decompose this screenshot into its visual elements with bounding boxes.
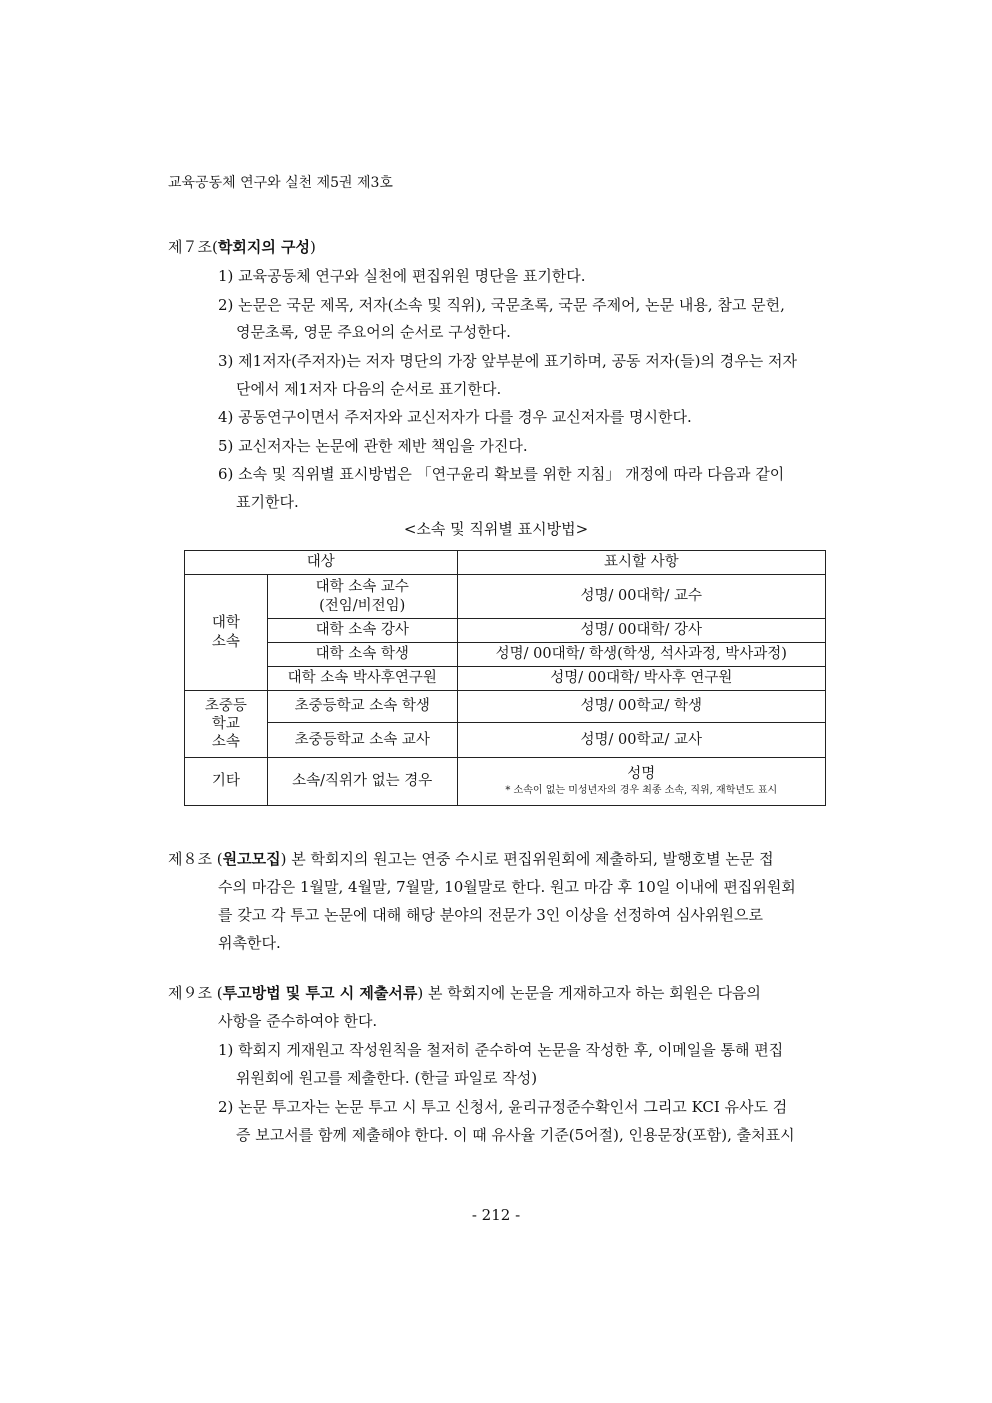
article-7-item-6-cont: 표기한다. xyxy=(236,493,299,511)
article-7-item-4: 4) 공동연구이면서 주저자와 교신저자가 다를 경우 교신저자를 명시한다. xyxy=(218,408,692,426)
article-7-item-5: 5) 교신저자는 논문에 관한 제반 책임을 가진다. xyxy=(218,437,528,455)
article-7-item-1: 1) 교육공동체 연구와 실천에 편집위원 명단을 표기한다. xyxy=(218,267,586,285)
target-university-professor: 대학 소속 교수 (전임/비전임) xyxy=(267,575,457,619)
display-no-affiliation-cell xyxy=(457,758,825,806)
display-school-student: 성명/ 00학교/ 학생 xyxy=(457,691,825,723)
article-9-item-1-cont: 위원회에 원고를 제출한다. (한글 파일로 작성) xyxy=(236,1069,538,1087)
article-7-suffix: ) xyxy=(310,238,316,256)
article-8-line-2: 수의 마감은 1월말, 4월말, 7월말, 10월말로 한다. 원고 마감 후 10일 이내에 편집위원회 xyxy=(218,878,796,896)
display-no-affiliation: 성명 xyxy=(627,766,656,783)
target-school-student: 초중등학교 소속 학생 xyxy=(267,691,457,723)
article-7-item-3: 3) 제1저자(주저자)는 저자 명단의 가장 앞부분에 표기하며, 공동 저자(들)의 경우는 저자 xyxy=(218,352,797,370)
article-9-item-2: 2) 논문 투고자는 논문 투고 시 투고 신청서, 윤리규정준수확인서 그리고 KCI 유사도 검 xyxy=(218,1098,788,1116)
article-7-title: 학회지의 구성 xyxy=(217,238,311,256)
running-header: 교육공동체 연구와 실천 제5권 제3호 xyxy=(168,175,393,191)
article-9-line-2: 사항을 준수하여야 한다. xyxy=(218,1012,378,1030)
display-school-teacher: 성명/ 00학교/ 교사 xyxy=(457,723,825,758)
article-9-item-1: 1) 학회지 게재원고 작성원칙을 철저히 준수하여 논문을 작성한 후, 이메일을 통해 편집 xyxy=(218,1041,784,1059)
group-university: 대학 소속 xyxy=(185,575,268,691)
display-university-professor: 성명/ 00대학/ 교수 xyxy=(457,575,825,619)
minor-note: * 소속이 없는 미성년자의 경우 최종 소속, 직위, 재학년도 표시 xyxy=(505,785,778,797)
article-9-text: ) 본 학회지에 논문을 게재하고자 하는 회원은 다음의 xyxy=(417,984,761,1002)
article-7-item-6: 6) 소속 및 직위별 표시방법은 「연구윤리 확보를 위한 지침」 개정에 따라 다음과 같이 xyxy=(218,465,785,483)
article-8-title: 원고모집 xyxy=(222,850,281,868)
article-9-title: 투고방법 및 투고 시 제출서류 xyxy=(222,984,418,1002)
target-university-lecturer: 대학 소속 강사 xyxy=(267,619,457,643)
table-caption: <소속 및 직위별 표시방법> xyxy=(403,520,589,538)
article-7-heading xyxy=(168,236,316,257)
article-8-line-4: 위촉한다. xyxy=(218,934,281,952)
article-8-prefix: 제８조 ( xyxy=(168,850,223,868)
group-other: 기타 xyxy=(185,758,268,806)
display-university-student: 성명/ 00대학/ 학생(학생, 석사과정, 박사과정) xyxy=(457,643,825,667)
header-display: 표시할 사항 xyxy=(457,551,825,575)
article-9-prefix: 제９조 ( xyxy=(168,984,223,1002)
target-university-student: 대학 소속 학생 xyxy=(267,643,457,667)
target-school-teacher: 초중등학교 소속 교사 xyxy=(267,723,457,758)
article-8-first-line xyxy=(168,848,774,869)
target-no-affiliation: 소속/직위가 없는 경우 xyxy=(267,758,457,806)
article-7-item-2-cont: 영문초록, 영문 주요어의 순서로 구성한다. xyxy=(236,323,511,341)
header-target: 대상 xyxy=(185,551,458,575)
display-university-postdoc: 성명/ 00대학/ 박사후 연구원 xyxy=(457,667,825,691)
page-number: - 212 - xyxy=(471,1206,521,1224)
target-university-postdoc: 대학 소속 박사후연구원 xyxy=(267,667,457,691)
article-9-first-line xyxy=(168,982,761,1003)
affiliation-table xyxy=(184,550,826,806)
article-8-line-3: 를 갖고 각 투고 논문에 대해 해당 분야의 전문가 3인 이상을 선정하여 심사위원으로 xyxy=(218,906,763,924)
article-7-item-2: 2) 논문은 국문 제목, 저자(소속 및 직위), 국문초록, 국문 주제어, 논문 내용, 참고 문헌, xyxy=(218,296,785,314)
group-school: 초중등 학교 소속 xyxy=(185,691,268,758)
article-7-item-3-cont: 단에서 제1저자 다음의 순서로 표기한다. xyxy=(236,380,502,398)
article-7-prefix: 제７조( xyxy=(168,238,218,256)
display-university-lecturer: 성명/ 00대학/ 강사 xyxy=(457,619,825,643)
article-8-text: ) 본 학회지의 원고는 연중 수시로 편집위원회에 제출하되, 발행호별 논문 접 xyxy=(280,850,774,868)
article-9-item-2-cont: 증 보고서를 함께 제출해야 한다. 이 때 유사율 기준(5어절), 인용문장(포함), 출처표시 xyxy=(236,1126,795,1144)
